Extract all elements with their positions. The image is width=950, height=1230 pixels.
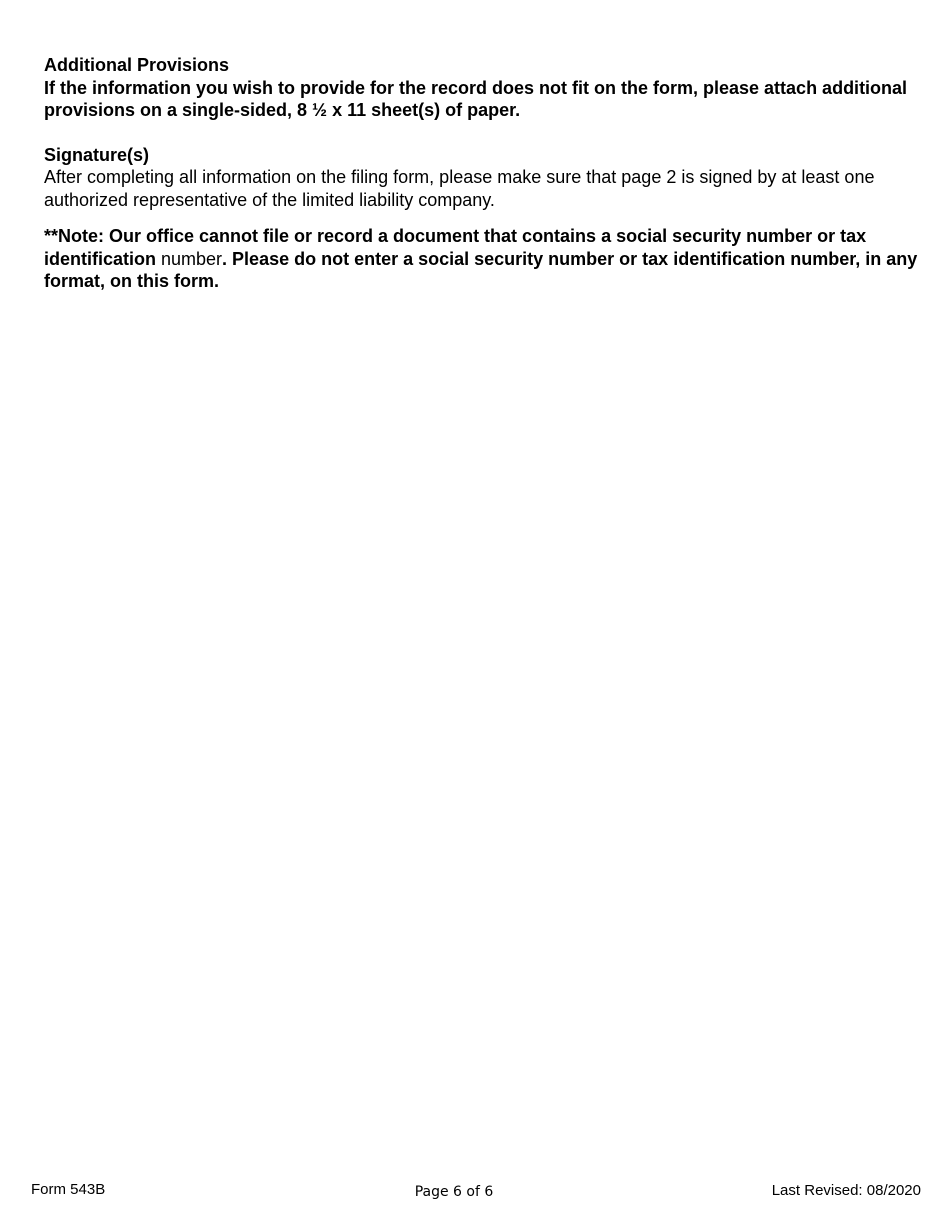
additional-provisions-heading: Additional Provisions [44, 55, 230, 75]
note-text-bold-end: . Please do not enter a social security number or tax identification number, in any format, on this form. [44, 248, 918, 291]
note-paragraph [44, 225, 924, 293]
note-text-bold: **Note: Our office cannot file or record a document that contains a social security number or tax identification [44, 226, 867, 269]
spacer [44, 122, 924, 144]
spacer [44, 211, 924, 225]
signatures-text: After completing all information on the filing form, please make sure that page 2 is signed by at least one authorized representative of the limited liability company. [44, 167, 875, 210]
signatures-heading: Signature(s) [44, 144, 150, 165]
last-revised: Last Revised: 08/2020 [771, 1182, 921, 1199]
document-body [44, 54, 924, 293]
note-text-plain: number [156, 248, 223, 269]
form-number: Form 543B [31, 1181, 106, 1198]
page-number: Page 6 of 6 [414, 1184, 494, 1200]
additional-provisions-text: If the information you wish to provide for the record does not fit on the form, please attach additional provisions on a single-sided, 8 ½ x 11 sheet(s) of paper. [44, 77, 908, 120]
